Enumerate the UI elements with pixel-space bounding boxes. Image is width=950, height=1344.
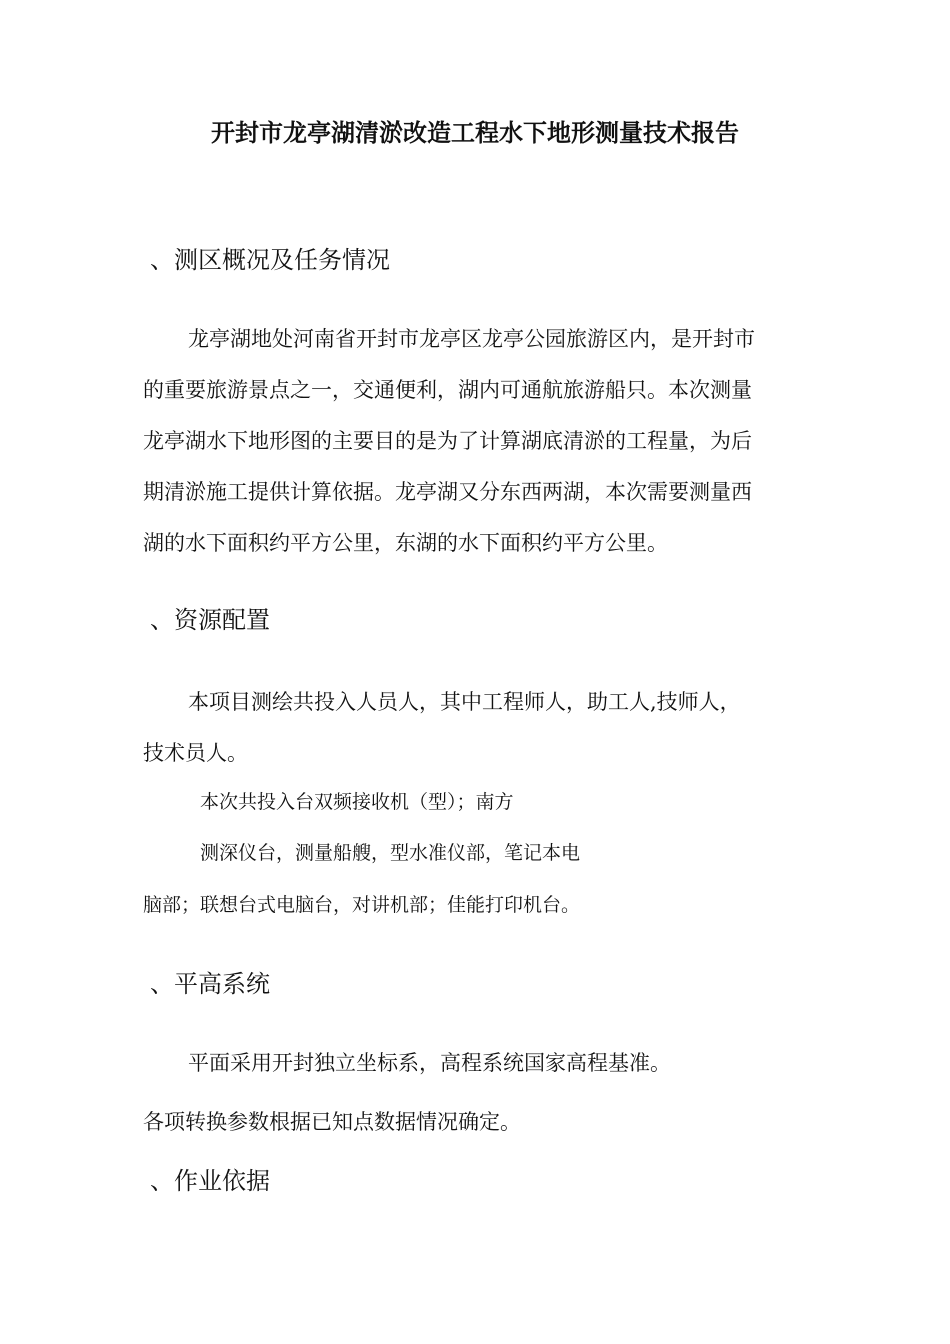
paragraph-line: 龙亭湖地处河南省开封市龙亭区龙亭公园旅游区内，是开封市 — [188, 327, 755, 351]
section-heading-coordinate-system: 、平高系统 — [150, 970, 270, 998]
section-heading-survey-area: 、测区概况及任务情况 — [150, 246, 390, 274]
paragraph-line: 本项目测绘共投入人员人，其中工程师人，助工人,技师人， — [188, 690, 741, 714]
paragraph-line: 脑部；联想台式电脑台，对讲机部；佳能打印机台。 — [143, 894, 581, 916]
paragraph-line: 测深仪台，测量船艘，型水准仪部，笔记本电 — [200, 842, 581, 864]
section-heading-work-basis: 、作业依据 — [150, 1167, 270, 1195]
paragraph-line: 平面采用开封独立坐标系，高程系统国家高程基准。 — [188, 1051, 671, 1075]
section-heading-resources: 、资源配置 — [150, 606, 270, 634]
paragraph-line: 龙亭湖水下地形图的主要目的是为了计算湖底清淤的工程量，为后 — [143, 429, 752, 453]
paragraph-line: 本次共投入台双频接收机（型）；南方 — [200, 791, 514, 813]
paragraph-line: 期清淤施工提供计算依据。龙亭湖又分东西两湖，本次需要测量西 — [143, 480, 752, 504]
paragraph-line: 技术员人。 — [143, 741, 248, 765]
paragraph-line: 的重要旅游景点之一，交通便利，湖内可通航旅游船只。本次测量 — [143, 378, 752, 402]
document-title: 开封市龙亭湖清淤改造工程水下地形测量技术报告 — [211, 118, 739, 147]
paragraph-line: 各项转换参数根据已知点数据情况确定。 — [143, 1110, 521, 1134]
paragraph-line: 湖的水下面积约平方公里，东湖的水下面积约平方公里。 — [143, 531, 668, 555]
